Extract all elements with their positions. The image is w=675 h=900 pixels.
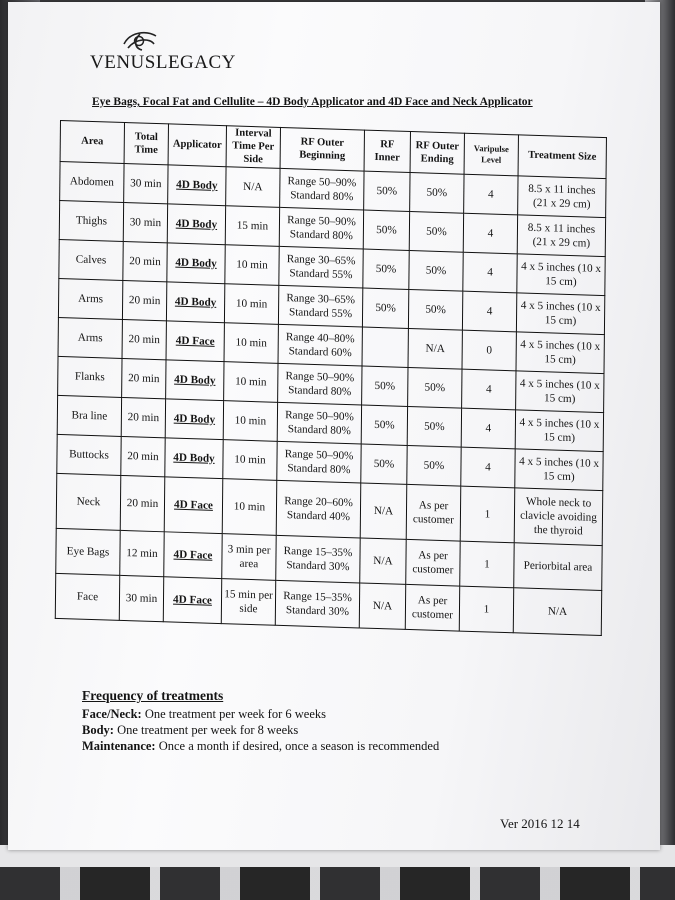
- table-cell: Range 40–80% Standard 60%: [278, 324, 362, 366]
- table-cell: 4 x 5 inches (10 x 15 cm): [516, 293, 604, 335]
- table-cell: 4: [462, 369, 516, 410]
- face-neck-label: Face/Neck:: [82, 707, 142, 721]
- table-cell: 20 min: [120, 475, 165, 531]
- table-cell: Bra line: [57, 395, 121, 436]
- table-cell: 20 min: [121, 436, 165, 476]
- column-header: Varipulse Level: [464, 133, 518, 175]
- table-cell: 20 min: [122, 280, 166, 320]
- frequency-section: [82, 688, 439, 754]
- table-cell: 4D Body: [168, 165, 226, 206]
- table-cell: N/A: [360, 483, 407, 539]
- table-cell: 8.5 x 11 inches (21 x 29 cm): [518, 176, 606, 218]
- venus-legacy-logo: [90, 30, 250, 80]
- table-cell: Face: [55, 573, 119, 620]
- table-cell: 3 min per area: [222, 533, 276, 580]
- table-cell: N/A: [513, 587, 601, 635]
- table-cell: 4 x 5 inches (10 x 15 cm): [516, 371, 604, 413]
- table-cell: 10 min: [224, 322, 278, 363]
- table-cell: Range 30–65% Standard 55%: [278, 285, 362, 327]
- table-cell: 4D Body: [166, 360, 224, 401]
- table-cell: Range 15–35% Standard 30%: [276, 535, 360, 583]
- table-cell: 4D Face: [166, 321, 224, 362]
- table-cell: N/A: [226, 166, 280, 207]
- table-cell: 4D Face: [164, 477, 223, 534]
- face-neck-text: One treatment per week for 6 weeks: [141, 707, 326, 721]
- table-cell: N/A: [360, 538, 406, 584]
- table-cell: 20 min: [123, 241, 167, 281]
- table-cell: 4 x 5 inches (10 x 15 cm): [516, 332, 604, 374]
- table-cell: 10 min: [224, 361, 278, 402]
- table-cell: 30 min: [124, 163, 168, 203]
- table-cell: Arms: [58, 278, 122, 319]
- body-label: Body:: [82, 723, 114, 737]
- column-header: Total Time: [124, 123, 168, 165]
- table-cell: Calves: [59, 239, 123, 280]
- table-cell: 1: [460, 486, 515, 543]
- table-cell: 4: [461, 408, 515, 449]
- body-line: [82, 722, 439, 738]
- table-cell: 30 min: [123, 202, 167, 242]
- table-cell: 30 min: [119, 575, 163, 621]
- table-cell: 4D Body: [165, 399, 223, 440]
- table-cell: 50%: [363, 210, 409, 250]
- table-cell: Periorbital area: [514, 542, 602, 590]
- table-cell: 4D Body: [165, 438, 223, 479]
- table-cell: 4D Body: [167, 204, 225, 245]
- table-cell: 50%: [407, 445, 461, 486]
- table-cell: 4D Body: [166, 282, 224, 323]
- column-header: Applicator: [168, 124, 226, 167]
- treatment-table: [55, 120, 607, 636]
- column-header: Treatment Size: [518, 135, 606, 178]
- version-label: Ver 2016 12 14: [500, 816, 580, 831]
- table-cell: 8.5 x 11 inches (21 x 29 cm): [517, 215, 605, 257]
- table-cell: 50%: [362, 366, 408, 406]
- table-cell: Thighs: [59, 200, 123, 241]
- column-header: Area: [60, 121, 124, 164]
- table-cell: Range 50–90% Standard 80%: [280, 168, 364, 210]
- table-cell: 12 min: [120, 530, 164, 576]
- body-text: One treatment per week for 8 weeks: [113, 723, 299, 737]
- table-cell: 50%: [408, 367, 462, 408]
- table-cell: Buttocks: [57, 434, 121, 475]
- table-cell: Whole neck to clavicle avoiding the thyroid: [514, 488, 603, 546]
- table-cell: 50%: [409, 211, 463, 252]
- column-header: Interval Time Per Side: [226, 126, 280, 168]
- table-cell: 50%: [410, 172, 464, 213]
- column-header: RF Outer Beginning: [280, 127, 364, 170]
- face-neck-line: [82, 706, 439, 722]
- table-cell: 50%: [407, 406, 461, 447]
- column-header: RF Inner: [364, 130, 410, 172]
- table-cell: 50%: [361, 444, 407, 484]
- table-cell: 50%: [362, 288, 408, 328]
- frequency-heading: Frequency of treatments: [82, 688, 224, 703]
- clip-edge: [0, 867, 675, 900]
- table-cell: As per customer: [405, 584, 459, 631]
- table-cell: 20 min: [122, 358, 166, 398]
- table-cell: 10 min: [222, 478, 277, 535]
- table-cell: 10 min: [223, 400, 277, 441]
- table-cell: Range 50–90% Standard 80%: [278, 363, 362, 405]
- table-cell: 4 x 5 inches (10 x 15 cm): [515, 410, 603, 452]
- table-cell: N/A: [408, 328, 462, 369]
- table-cell: Flanks: [58, 356, 122, 397]
- table-cell: 4: [461, 447, 515, 488]
- maintenance-label: Maintenance:: [82, 739, 156, 753]
- document-page: [8, 2, 660, 850]
- logo-swirl-icon: [120, 30, 160, 52]
- table-cell: Abdomen: [60, 161, 124, 202]
- table-cell: 50%: [364, 171, 410, 211]
- table-cell: Range 30–65% Standard 55%: [279, 246, 363, 288]
- table-cell: Range 15–35% Standard 30%: [275, 580, 359, 628]
- table-cell: 1: [459, 586, 513, 633]
- table-cell: 20 min: [122, 319, 166, 359]
- table-cell: [362, 327, 408, 367]
- table-cell: Arms: [58, 317, 122, 358]
- table-cell: Range 50–90% Standard 80%: [277, 441, 361, 483]
- table-cell: 10 min: [225, 244, 279, 285]
- table-cell: 4D Face: [163, 576, 221, 623]
- table-cell: 4: [463, 213, 517, 254]
- table-cell: 1: [460, 541, 514, 588]
- table-cell: 20 min: [121, 397, 165, 437]
- table-cell: 10 min: [223, 439, 277, 480]
- background-bottom: [0, 845, 675, 900]
- logo-text: VENUSLEGACY: [90, 52, 236, 73]
- table-cell: Range 20–60% Standard 40%: [276, 480, 361, 538]
- table-cell: 4D Face: [164, 532, 222, 579]
- table-cell: Range 50–90% Standard 80%: [279, 207, 363, 249]
- table-cell: 15 min per side: [221, 578, 275, 625]
- table-cell: 15 min: [225, 205, 279, 246]
- table-cell: 0: [462, 330, 516, 371]
- table-cell: 50%: [409, 250, 463, 291]
- table-cell: 4 x 5 inches (10 x 15 cm): [515, 449, 603, 491]
- table-cell: 50%: [361, 405, 407, 445]
- table-cell: 50%: [408, 289, 462, 330]
- table-cell: Neck: [56, 473, 121, 530]
- table-cell: 4: [464, 174, 518, 215]
- column-header: RF Outer Ending: [410, 132, 464, 174]
- table-cell: N/A: [359, 583, 405, 629]
- table-cell: 10 min: [224, 283, 278, 324]
- table-cell: As per customer: [406, 484, 461, 541]
- table-cell: 4: [463, 252, 517, 293]
- document-title: Eye Bags, Focal Fat and Cellulite – 4D Body Applicator and 4D Face and Neck Applicator: [92, 96, 533, 108]
- table-cell: 4: [462, 291, 516, 332]
- table-cell: 50%: [363, 249, 409, 289]
- table-cell: As per customer: [406, 539, 460, 586]
- table-cell: Range 50–90% Standard 80%: [277, 402, 361, 444]
- table-cell: 4 x 5 inches (10 x 15 cm): [517, 254, 605, 296]
- maintenance-line: [82, 738, 439, 754]
- maintenance-text: Once a month if desired, once a season is recommended: [155, 739, 440, 753]
- table-cell: 4D Body: [167, 243, 225, 284]
- table-cell: Eye Bags: [56, 528, 120, 575]
